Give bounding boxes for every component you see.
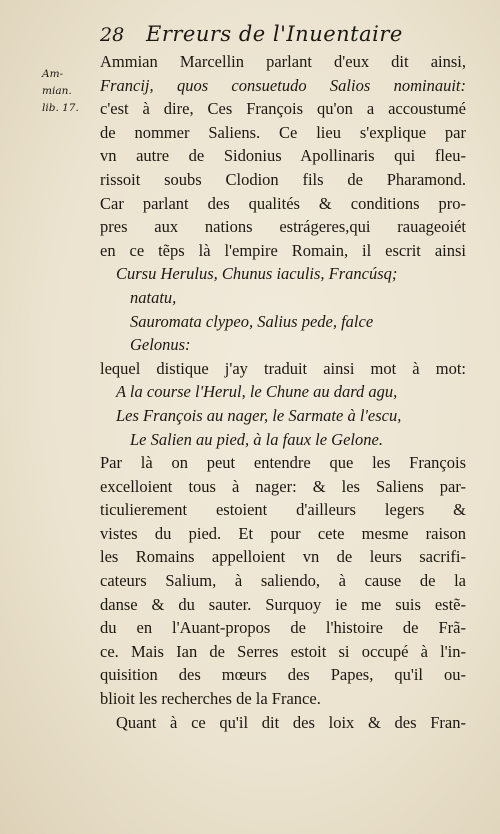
margin-note-line: mian. bbox=[42, 85, 72, 97]
text-line: de nommer Saliens. Ce lieu s'explique par bbox=[100, 122, 466, 142]
verse-line: Cursu Herulus, Chunus iaculis, Francúsq; bbox=[116, 264, 398, 284]
text-line: blioit les recherches de la France. bbox=[100, 689, 321, 709]
text-line: vistes du pied. Et pour cete mesme raison bbox=[100, 523, 466, 543]
text-line: danse & du sauter. Surquoy ie me suis estẽ- bbox=[100, 594, 466, 614]
text-line: Car parlant des qualités & conditions pro- bbox=[100, 193, 466, 213]
page-header bbox=[100, 20, 460, 50]
text-line: Ammian Marcellin parlant d'eux dit ainsi, bbox=[100, 52, 466, 71]
margin-note bbox=[42, 66, 98, 117]
text-line: les Romains appelloient vn de leurs sacrifi- bbox=[100, 547, 466, 567]
text-line: excelloient tous à nager: & les Saliens par- bbox=[100, 476, 466, 496]
text-line: vn autre de Sidonius Apollinaris qui fleu- bbox=[100, 146, 466, 166]
text-line: Quant à ce qu'il dit des loix & des Fran- bbox=[116, 712, 466, 732]
text-line: Francij, quos consuetudo Salios nominauit: bbox=[100, 75, 466, 95]
text-line: c'est à dire, Ces François qu'on a accoustumé bbox=[100, 99, 466, 119]
text-line: ticulierement estoient d'ailleurs legers & bbox=[100, 500, 466, 520]
text-line: quisition des mœurs des Papes, qu'il ou- bbox=[100, 665, 466, 685]
text-line: ce. Mais Ian de Serres estoit si occupé à l'in- bbox=[100, 641, 466, 661]
text-line: lequel distique j'ay traduit ainsi mot à mot: bbox=[100, 358, 466, 378]
body-text bbox=[100, 50, 466, 734]
text-line: en ce tẽps là l'empire Romain, il escrit ainsi bbox=[100, 240, 466, 260]
margin-note-line: Am- bbox=[42, 68, 64, 80]
verse-line: natatu, bbox=[130, 287, 177, 307]
text-line: Par là on peut entendre que les François bbox=[100, 453, 466, 473]
margin-note-line: lib. 17. bbox=[42, 102, 79, 114]
verse-line: Le Salien au pied, à la faux le Gelone. bbox=[130, 429, 383, 449]
running-title: Erreurs de l'Inuentaire bbox=[146, 22, 403, 46]
text-line: du en l'Auant-propos de l'histoire de Frã- bbox=[100, 618, 466, 638]
verse-line: A la course l'Herul, le Chune au dard agu, bbox=[116, 382, 398, 402]
text-line: rissoit soubs Clodion fils de Pharamond. bbox=[100, 169, 466, 189]
verse-line: Gelonus: bbox=[130, 335, 191, 355]
text-line: pres aux nations estrágeres,qui rauageoiét bbox=[100, 217, 466, 237]
page-number: 28 bbox=[100, 24, 125, 46]
verse-line: Sauromata clypeo, Salius pede, falce bbox=[130, 311, 374, 331]
text-line: cateurs Salium, à saliendo, à cause de la bbox=[100, 571, 466, 591]
verse-line: Les François au nager, le Sarmate à l'escu, bbox=[116, 405, 402, 425]
